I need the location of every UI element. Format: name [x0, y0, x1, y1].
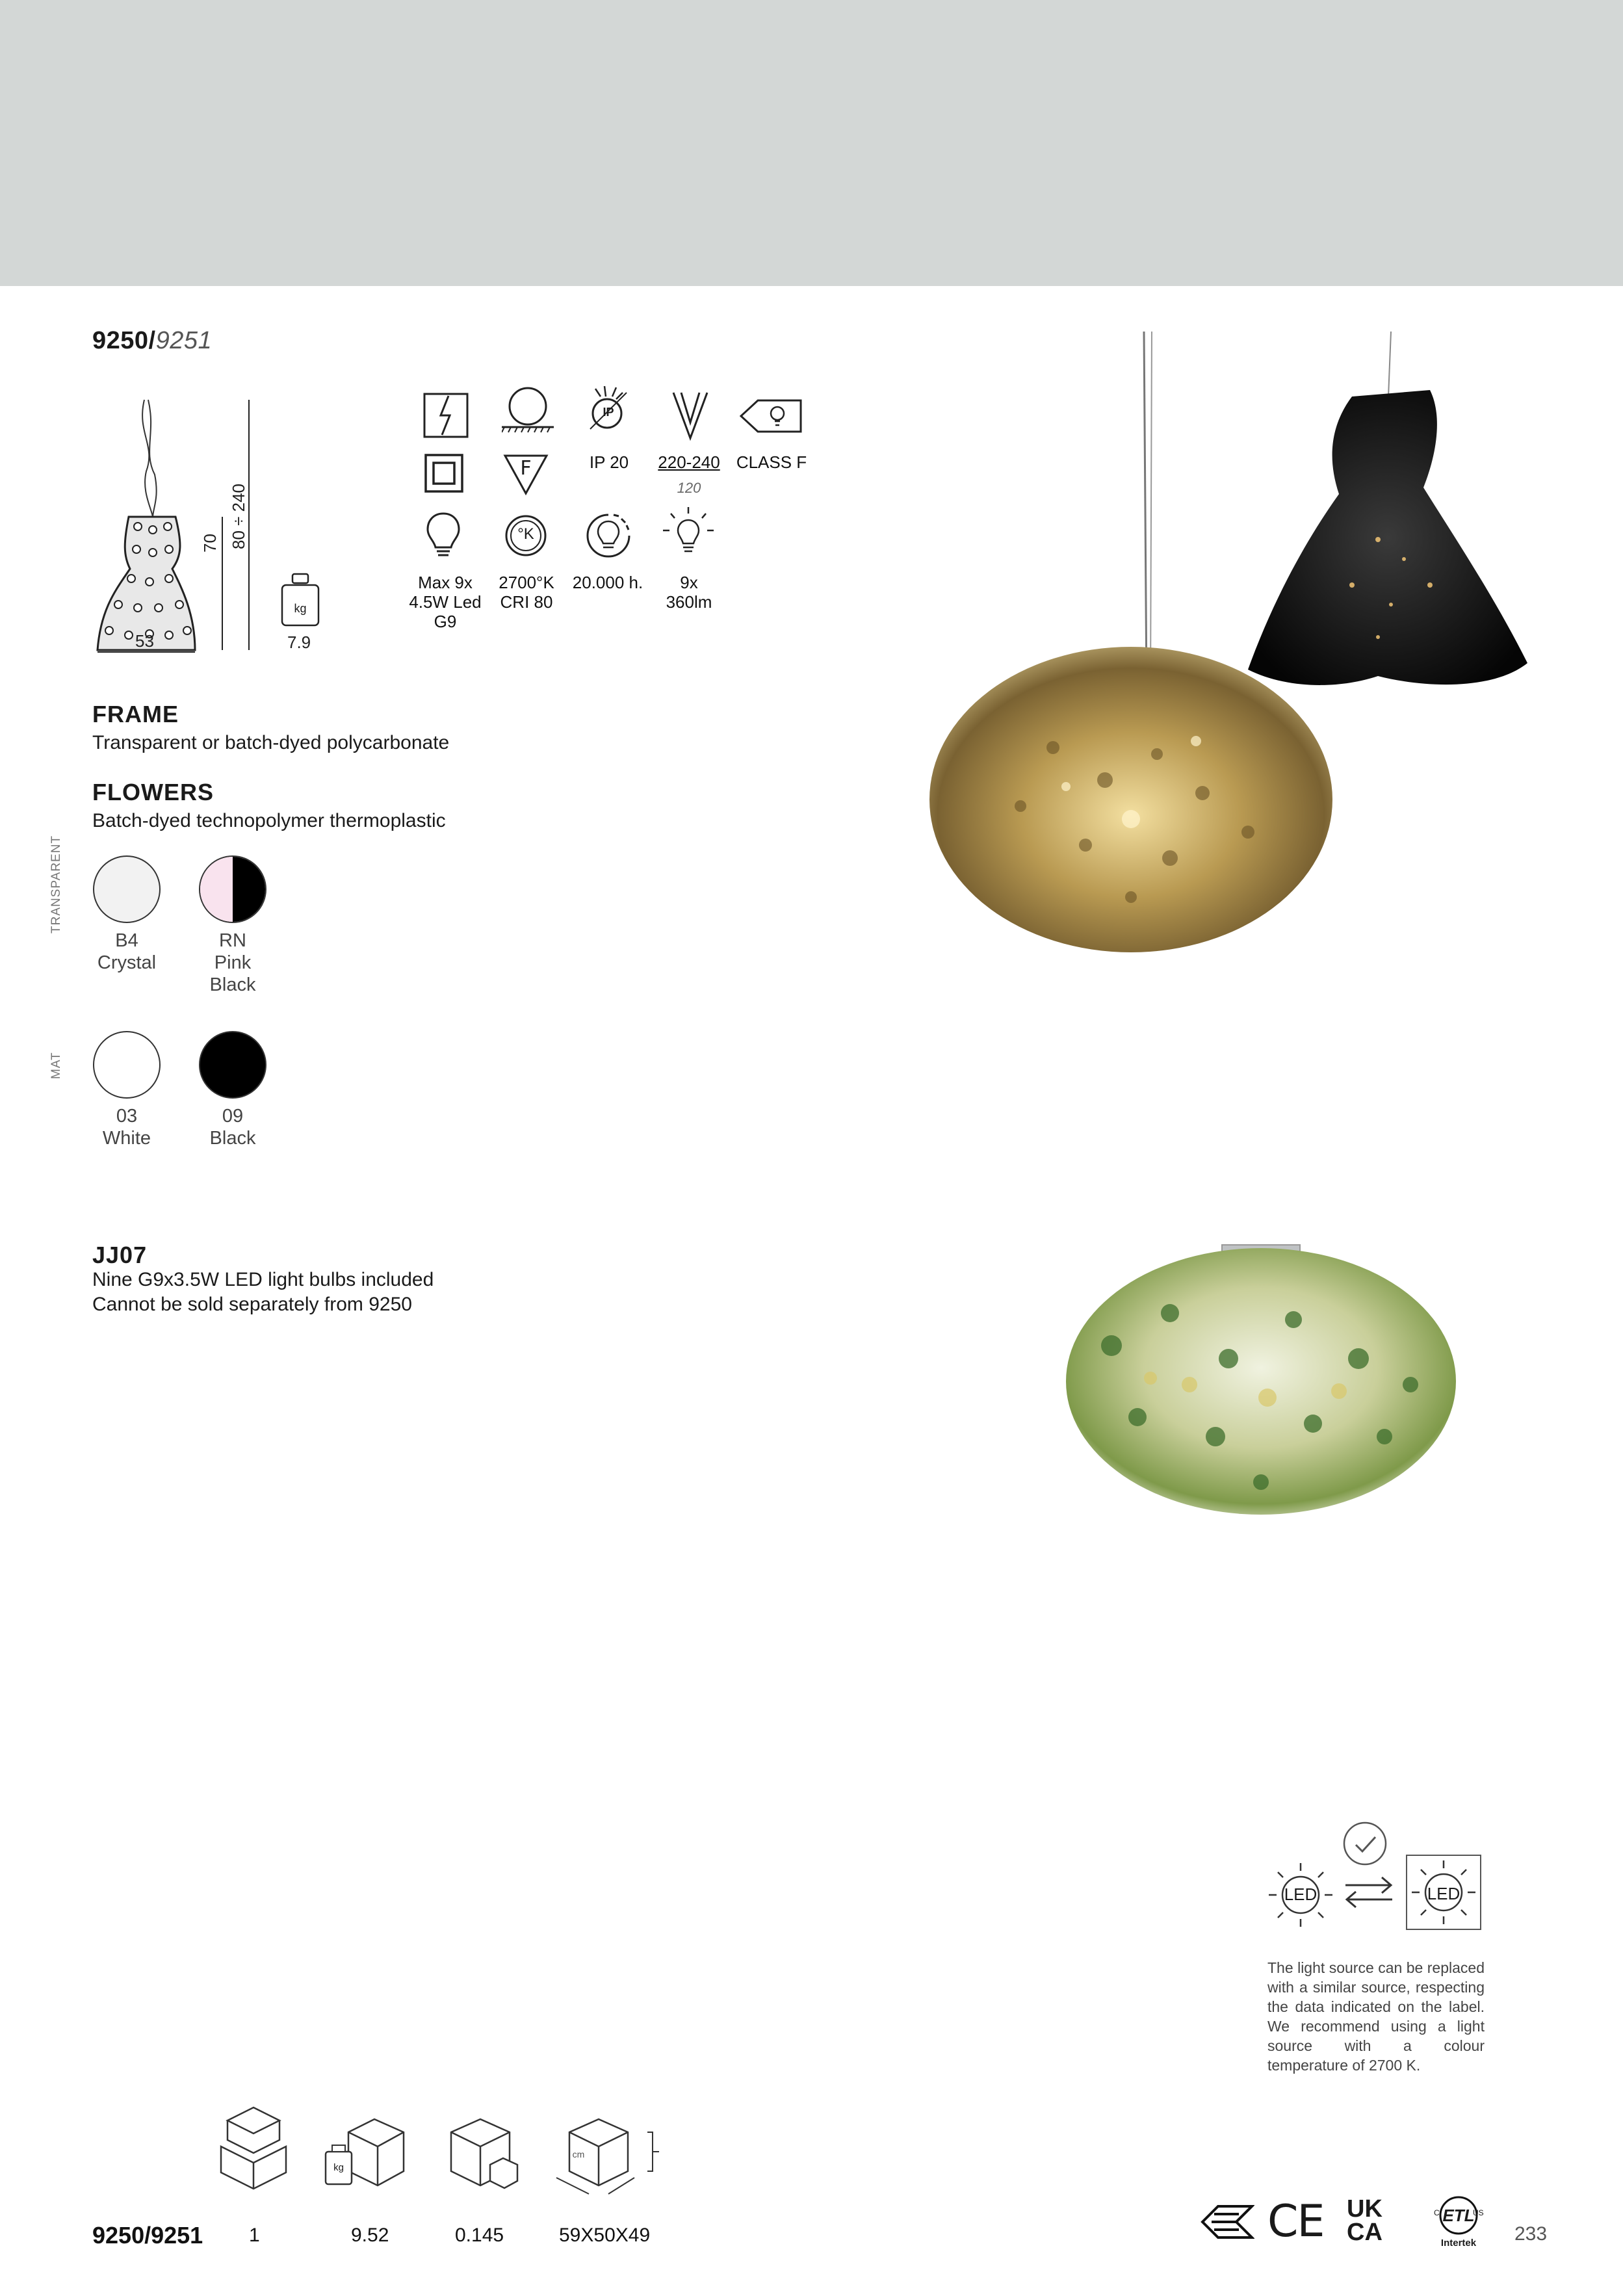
swatch-09-black [199, 1031, 266, 1099]
bulb-icon [425, 511, 461, 560]
product-photo-ceiling [1020, 1190, 1501, 1567]
swatch-03-white [93, 1031, 161, 1099]
weight-icon-unit: kg [294, 602, 307, 615]
swatch-rn-code: RN [219, 930, 246, 951]
voltage-icon [671, 390, 710, 442]
swatch-09-label [181, 1105, 285, 1149]
swatch-09-code: 09 [222, 1106, 244, 1127]
class-label-icon [738, 398, 803, 434]
swatch-03-name: White [102, 1128, 151, 1149]
ce-mark: CE [1267, 2196, 1324, 2247]
product-photo-pendants [923, 325, 1547, 975]
weee-mark [1200, 2201, 1254, 2243]
check-icon [1342, 1820, 1388, 1867]
spec-class-label: CLASS F [736, 452, 807, 472]
spec-lifetime: 20.000 h. [572, 573, 643, 592]
frame-heading: FRAME [92, 701, 179, 727]
weight-icon [279, 572, 321, 628]
swatch-rn-pink-black [199, 855, 266, 923]
spec-bulbs [403, 573, 487, 631]
spec-voltage-label: 220-240 [658, 452, 720, 472]
dimmable-icon [660, 504, 716, 560]
replaceable-note: The light source can be replaced with a similar source, respecting the data indicated on the label. We recommend using a light source with a colour temperature of 2700 K. [1267, 1959, 1485, 2074]
accessory-code: JJ07 [92, 1242, 148, 1268]
ukca-mark [1347, 2197, 1383, 2244]
flowers-heading: FLOWERS [92, 779, 214, 805]
kelvin-mark: °K [517, 525, 534, 543]
dim-height-range: 80 ÷ 240 [229, 483, 248, 549]
dim-width: 53 [135, 631, 154, 651]
led-label-left: LED [1284, 1885, 1318, 1904]
spec-ip-label: IP 20 [589, 452, 629, 472]
footer-qty: 1 [249, 2224, 260, 2246]
product-code-title [92, 327, 212, 355]
surface-icon [502, 387, 554, 434]
etl-c: C [1434, 2208, 1440, 2217]
class2-icon [422, 392, 469, 439]
product-code-alt: 9251 [155, 327, 213, 354]
flowers-text: Batch-dyed technopolymer thermoplastic [92, 810, 446, 831]
transparent-label: TRANSPARENT [49, 835, 63, 933]
frame-text: Transparent or batch-dyed polycarbonate [92, 732, 450, 753]
swatch-09-name: Black [209, 1128, 256, 1149]
swatch-b4-name: Crystal [97, 952, 157, 973]
dim-height: 70 [200, 534, 220, 553]
ip-icon-text: IP [603, 406, 614, 419]
ukca-top: UK [1347, 2195, 1383, 2223]
f-mark: F [520, 457, 532, 480]
intertek-label: Intertek [1440, 2237, 1477, 2249]
footer-volume: 0.145 [455, 2224, 504, 2246]
footer-weight: 9.52 [351, 2224, 389, 2246]
accessory-line-2: Cannot be sold separately from 9250 [92, 1294, 412, 1315]
spec-voltage-alt-label: 120 [677, 480, 701, 496]
swatch-rn-label [181, 930, 285, 996]
lifetime-icon [584, 511, 633, 560]
technical-drawing [91, 393, 299, 653]
swatch-rn-name: Pink [214, 952, 252, 973]
spec-color-temp [489, 573, 564, 612]
box-volume-icon [445, 2113, 523, 2191]
spec-color-temp-line-2: CRI 80 [500, 592, 553, 612]
etl-text: ETL [1442, 2206, 1475, 2225]
ukca-bottom: CA [1347, 2219, 1383, 2246]
spec-bulbs-line-3: G9 [434, 612, 457, 631]
led-label-right: LED [1427, 1884, 1461, 1903]
accessory-line-1: Nine G9x3.5W LED light bulbs included [92, 1269, 434, 1290]
footer-size: 59X50X49 [559, 2224, 651, 2246]
swatch-b4-crystal [93, 855, 161, 923]
box-weight-icon [322, 2113, 407, 2191]
spec-bulbs-line-2: 4.5W Led [409, 592, 482, 612]
spec-color-temp-line-1: 2700°K [499, 573, 554, 592]
footer-code: 9250/9251 [92, 2222, 203, 2249]
spec-lumen-line-1: 9x [680, 573, 698, 592]
page-number: 233 [1514, 2223, 1548, 2245]
etl-us: US [1473, 2208, 1484, 2217]
box-weight-icon-unit: kg [333, 2162, 344, 2173]
box-stack-icon [208, 2101, 299, 2192]
swatch-03-code: 03 [116, 1106, 138, 1127]
swatch-b4-label [75, 930, 179, 974]
swatch-b4-code: B4 [115, 930, 138, 951]
spec-bulbs-line-1: Max 9x [418, 573, 473, 592]
swatch-03-label [75, 1105, 179, 1149]
box-size-icon-unit: cm [572, 2149, 585, 2159]
swap-arrows-icon [1343, 1872, 1395, 1911]
product-code-main: 9250/ [92, 327, 156, 354]
top-band [0, 0, 1623, 286]
dim-weight: 7.9 [287, 633, 311, 652]
spec-lumen [656, 573, 721, 612]
swatch-rn-name2: Black [209, 974, 256, 995]
mat-label: MAT [49, 1052, 63, 1079]
insulated-icon [424, 453, 464, 493]
spec-lumen-line-2: 360lm [666, 592, 712, 612]
